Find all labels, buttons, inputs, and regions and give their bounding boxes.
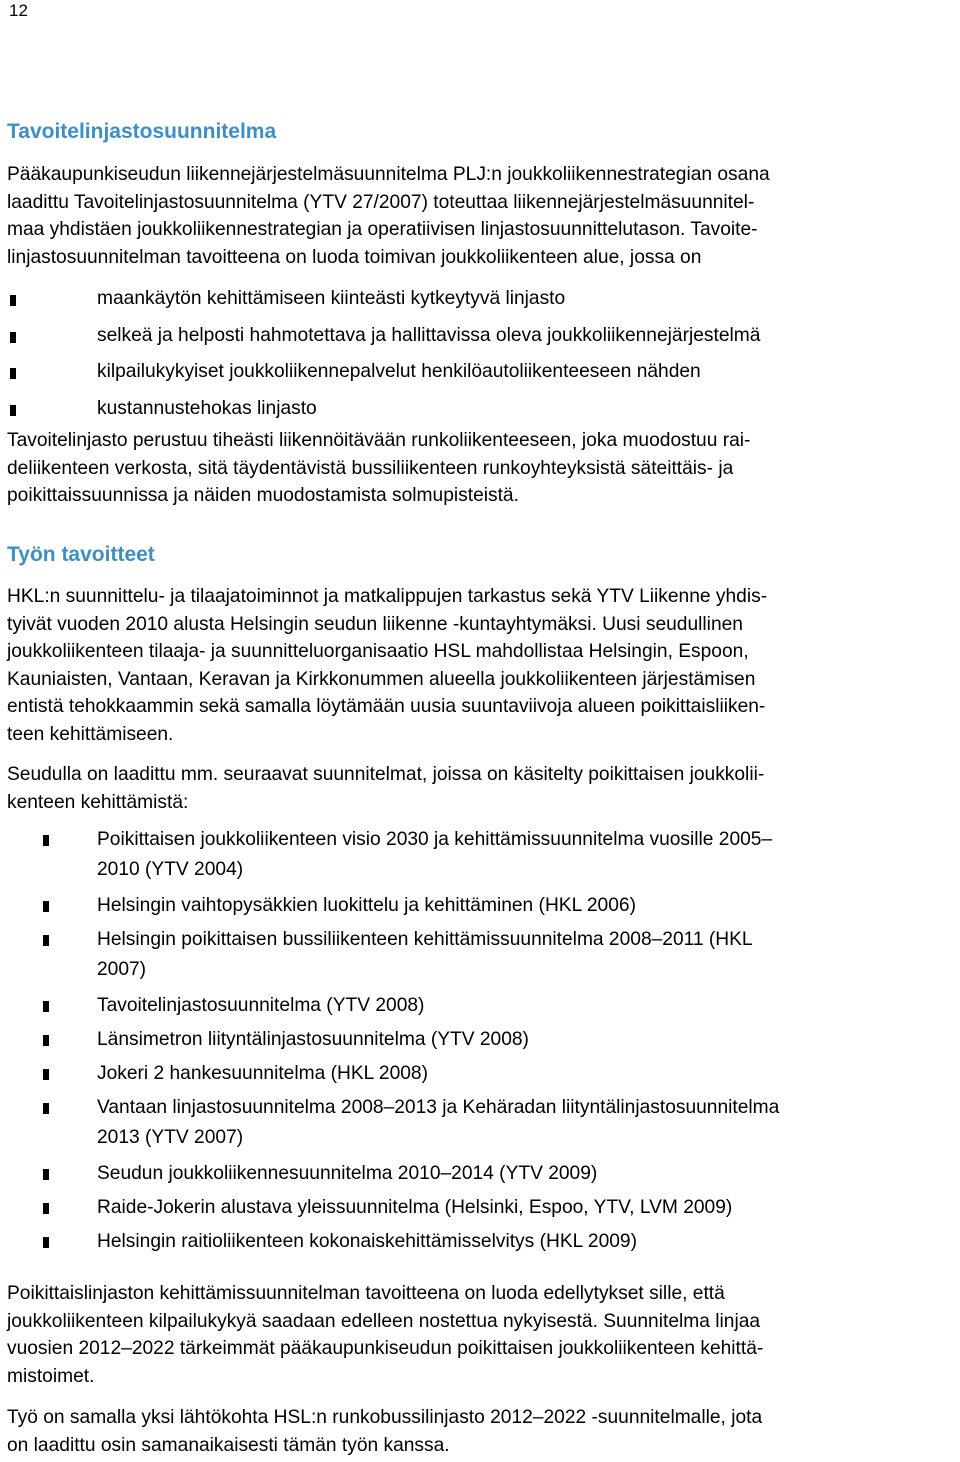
hsl-paragraph (7, 583, 957, 748)
section-heading-tyon-tavoitteet: Työn tavoitteet (7, 543, 155, 566)
list-item-text: Länsimetron liityntälinjastosuunnitelma (YTV 2008) (97, 1029, 529, 1050)
text-line: Tavoitelinjasto perustuu tiheästi liikennöitävään runkoliikenteeseen, joka muodostuu rai- (7, 430, 751, 451)
bullet-icon (43, 1001, 49, 1012)
plans-bullet-list (0, 825, 960, 1261)
list-item (0, 1025, 960, 1059)
list-item-text: Poikittaisen joukkoliikenteen visio 2030 ja kehittämissuunnitelma vuosille 2005– (97, 829, 773, 850)
bullet-icon (43, 1103, 49, 1114)
list-item (0, 891, 960, 925)
list-item-text: selkeä ja helposti hahmotettava ja hallittavissa oleva joukkoliikennejärjestelmä (97, 324, 761, 346)
page-number: 12 (9, 1, 28, 20)
list-item (0, 1059, 960, 1093)
section-heading-tavoitelinjastosuunnitelma: Tavoitelinjastosuunnitelma (7, 120, 277, 143)
list-item-text: Tavoitelinjastosuunnitelma (YTV 2008) (97, 995, 425, 1016)
bullet-icon (43, 1203, 49, 1214)
text-line: Kauniaisten, Vantaan, Keravan ja Kirkkonummen alueella joukkoliikenteen järjestämisen (7, 668, 756, 690)
list-item-text: kilpailukykyiset joukkoliikennepalvelut henkilöautoliikenteeseen nähden (97, 361, 701, 382)
intro-paragraph (7, 161, 957, 271)
list-item (0, 395, 960, 432)
list-item (0, 1159, 960, 1193)
text-line: Seudulla on laadittu mm. seuraavat suunnitelmat, joissa on käsitelty poikittaisen joukkolii- (7, 764, 765, 785)
list-item-text: 2013 (YTV 2007) (97, 1127, 244, 1148)
text-line: Työ on samalla yksi lähtökohta HSL:n runkobussilinjasto 2012–2022 -suunnitelmalle, jota (7, 1407, 763, 1428)
list-item-text: maankäytön kehittämiseen kiinteästi kytkeytyvä linjasto (97, 288, 566, 309)
list-item-text: 2010 (YTV 2004) (97, 859, 244, 880)
list-item-text: Seudun joukkoliikennesuunnitelma 2010–2014 (YTV 2009) (97, 1163, 598, 1184)
list-item-text: 2007) (97, 959, 147, 980)
text-line: Pääkaupunkiseudun liikennejärjestelmäsuunnitelma PLJ:n joukkoliikennestrategian osana (7, 164, 770, 185)
text-line: joukkoliikenteen tilaaja- ja suunnitteluorganisaatio HSL mahdollistaa Helsingin, Espoon, (7, 641, 749, 662)
list-item (0, 1093, 960, 1159)
list-item (0, 322, 960, 359)
list-item-text: Helsingin raitioliikenteen kokonaiskehittämisselvitys (HKL 2009) (97, 1231, 637, 1252)
text-line: mistoimet. (7, 1365, 95, 1387)
bullet-icon (10, 332, 16, 343)
list-item (0, 991, 960, 1025)
list-item (0, 825, 960, 891)
text-line: entistä tehokkaammin sekä samalla löytämään uusia suuntaviivoja alueen poikittaisliiken- (7, 696, 766, 717)
text-line: vuosien 2012–2022 tärkeimmät pääkaupunkiseudun poikittaisen joukkoliikenteen kehittä- (7, 1338, 764, 1359)
bullet-icon (43, 901, 49, 912)
plans-intro-paragraph (7, 761, 957, 816)
text-line: poikittaissuunnissa ja näiden muodostamista solmupisteistä. (7, 485, 519, 506)
text-line: deliikenteen verkosta, sitä täydentävistä bussiliikenteen runkoyhteyksistä säteittäis- ja (7, 457, 734, 479)
tavoitelinjasto-paragraph (7, 427, 957, 510)
text-line: linjastosuunnitelman tavoitteena on luoda toimivan joukkoliikenteen alue, jossa on (7, 246, 702, 268)
list-item-text: kustannustehokas linjasto (97, 397, 317, 419)
text-line: kenteen kehittämistä: (7, 791, 189, 813)
bullet-icon (43, 1035, 49, 1046)
list-item (0, 358, 960, 395)
bullet-icon (10, 405, 16, 416)
bullet-icon (43, 1169, 49, 1180)
text-line: on laadittu osin samanaikaisesti tämän työn kanssa. (7, 1434, 450, 1456)
text-line: HKL:n suunnittelu- ja tilaajatoiminnot ja matkalippujen tarkastus sekä YTV Liikenne yhdis- (7, 586, 768, 607)
list-item (0, 285, 960, 322)
bullet-icon (43, 835, 49, 846)
poikittaislinjasto-paragraph (7, 1280, 957, 1390)
list-item-text: Jokeri 2 hankesuunnitelma (HKL 2008) (97, 1063, 428, 1084)
bullet-icon (10, 368, 16, 379)
list-item (0, 1193, 960, 1227)
list-item-text: Helsingin vaihtopysäkkien luokittelu ja kehittäminen (HKL 2006) (97, 895, 636, 916)
text-line: tyivät vuoden 2010 alusta Helsingin seudun liikenne -kuntayhtymäksi. Uusi seudullinen (7, 613, 743, 635)
text-line: teen kehittämiseen. (7, 723, 174, 745)
text-line: Poikittaislinjaston kehittämissuunnitelman tavoitteena on luoda edellytykset sille, että (7, 1283, 725, 1304)
text-line: joukkoliikenteen kilpailukykyä saadaan edelleen nostettua nykyisestä. Suunnitelma linjaa (7, 1310, 761, 1332)
list-item (0, 1227, 960, 1261)
goal-bullet-list (0, 285, 960, 431)
bullet-icon (43, 935, 49, 946)
list-item-text: Raide-Jokerin alustava yleissuunnitelma (Helsinki, Espoo, YTV, LVM 2009) (97, 1197, 733, 1218)
bullet-icon (10, 295, 16, 306)
text-line: laadittu Tavoitelinjastosuunnitelma (YTV 27/2007) toteuttaa liikennejärjestelmäsuunnitel- (7, 191, 755, 213)
list-item-text: Helsingin poikittaisen bussiliikenteen kehittämissuunnitelma 2008–2011 (HKL (97, 929, 753, 950)
text-line: maa yhdistäen joukkoliikennestrategian ja operatiivisen linjastosuunnittelutason. Tavoite- (7, 219, 758, 240)
bullet-icon (43, 1069, 49, 1080)
bullet-icon (43, 1237, 49, 1248)
list-item (0, 925, 960, 991)
list-item-text: Vantaan linjastosuunnitelma 2008–2013 ja Kehäradan liityntälinjastosuunnitelma (97, 1097, 780, 1118)
runkobussilinjasto-paragraph (7, 1404, 957, 1459)
